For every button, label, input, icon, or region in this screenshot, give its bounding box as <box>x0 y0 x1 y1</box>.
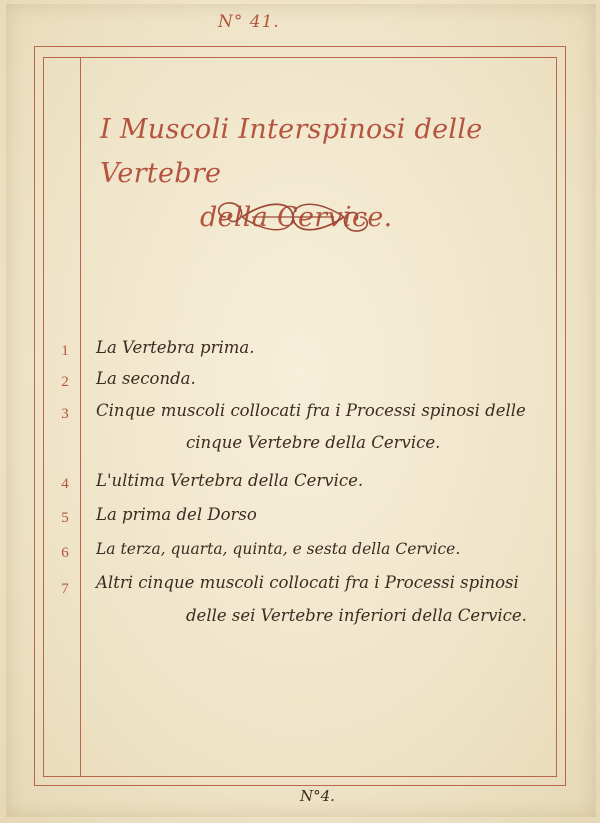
entry-text: L'ultima Vertebra della Cervice. <box>96 471 364 490</box>
entry-text-continuation: delle sei Vertebre inferiori della Cervice. <box>186 606 527 625</box>
entry-number: 4 <box>61 476 69 492</box>
title-line-1: I Muscoli Interspinosi delle Vertebre <box>100 114 483 189</box>
bottom-inventory-mark: N°4. <box>300 787 335 805</box>
entry-text: La terza, quarta, quinta, e sesta della Cervice. <box>96 540 461 558</box>
entry-text: La prima del Dorso <box>96 505 257 524</box>
calligraphic-flourish-ornament <box>212 194 374 240</box>
entry-number: 6 <box>61 545 69 561</box>
entry-number: 7 <box>61 581 69 597</box>
entry-text: La seconda. <box>96 369 196 388</box>
entry-number: 5 <box>61 510 69 526</box>
entry-text: Cinque muscoli collocati fra i Processi spinosi delle <box>96 401 526 420</box>
entry-text-continuation: cinque Vertebre della Cervice. <box>186 433 441 452</box>
top-inventory-mark: N° 41. <box>218 12 280 32</box>
entry-number: 1 <box>61 343 69 359</box>
margin-rule-line <box>80 57 81 777</box>
entry-number: 2 <box>61 374 69 390</box>
entry-text: La Vertebra prima. <box>96 338 255 357</box>
title-line-2: della Cervice. <box>200 202 393 233</box>
entry-number: 3 <box>61 406 69 422</box>
entry-text: Altri cinque muscoli collocati fra i Processi spinosi <box>96 573 519 592</box>
